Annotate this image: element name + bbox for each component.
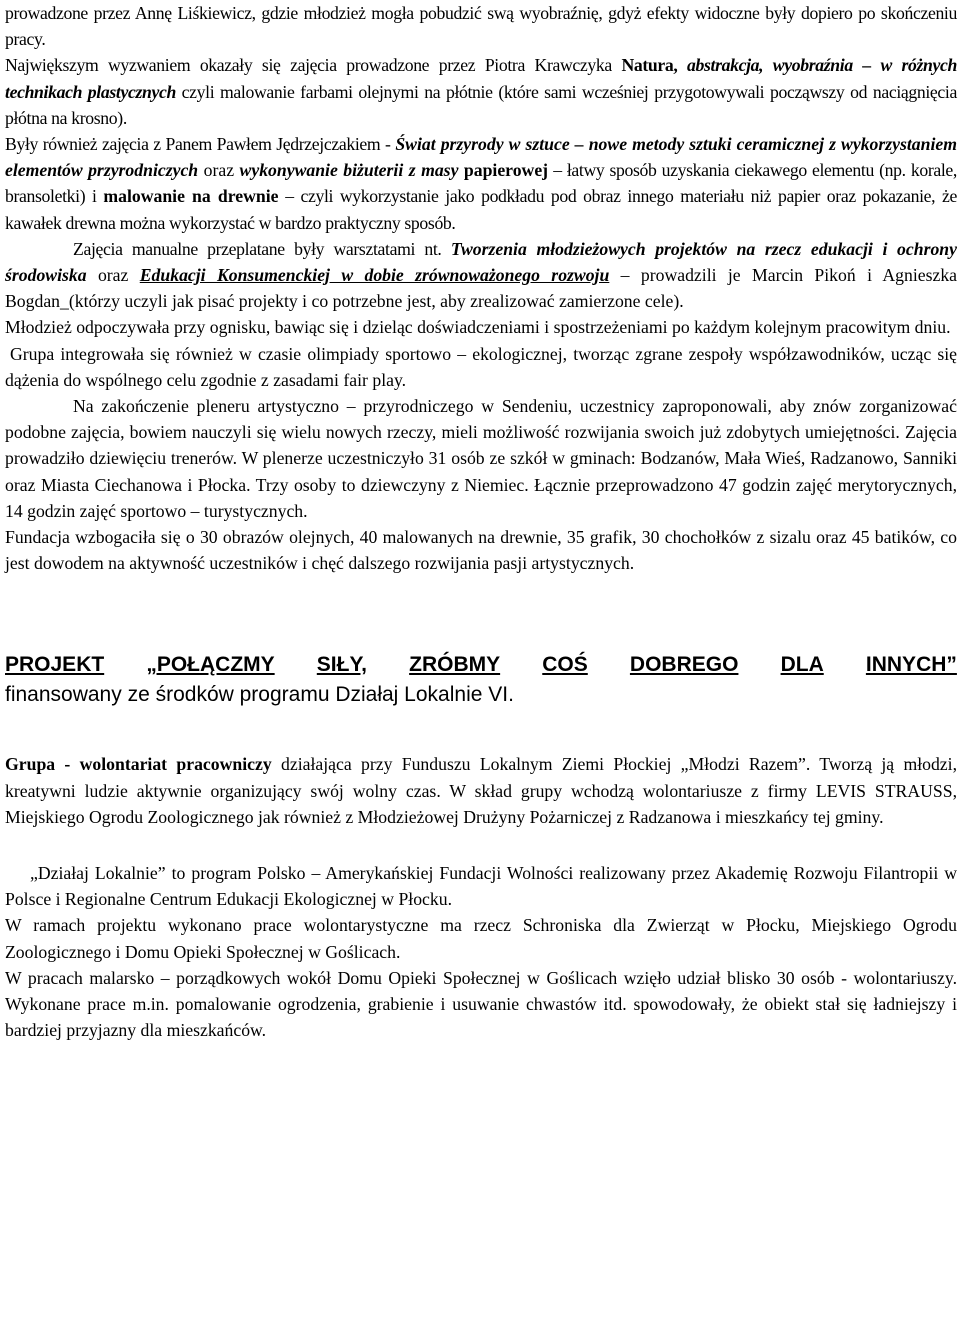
text-run: działająca przy Funduszu Lokalnym Ziemi Płockiej „Młodzi Razem”. Tworzą ją młodzi, kreatywni ludzie aktywnie organizujący swój wolny czas. W skład grupy wchodzą wolontariusze z firmy LEVIS STRAUSS, Miejskiego Ogrodu Zoologicznego jak również z Młodzieżowej Drużyny Pożarniczej z Radzanowa i mieszkańcy tej gminy. bbox=[5, 754, 957, 827]
text-run: – łatwy sposób uzyskania ciekawego elementu (np. korale, bransoletki) i bbox=[5, 160, 958, 207]
paragraph-painting-cleanup: W pracach malarsko – porządkowych wokół Domu Opieki Społecznej w Goślicach wzięło udział blisko 30 osób - wolontariuszy. Wykonane prace m.in. pomalowanie ogrodzenia, grabienie i usuwanie chwastów itd. spowodowały, że obiekt stał się ładniejszy i bardziej przyjazny dla mieszkańców. bbox=[5, 967, 957, 1041]
title-word: INNYCH” bbox=[865, 653, 957, 677]
paragraph-ceramics-workshop bbox=[5, 131, 957, 236]
text-run: Były również zajęcia z Panem Pawłem Jędrzejczakiem - bbox=[5, 134, 396, 155]
paragraph-workshop-intro: prowadzone przez Annę Liśkiewicz, gdzie młodzież mogła pobudzić swą wyobraźnię, gdyż efekty widoczne były dopiero po skończeniu pracy. bbox=[5, 3, 957, 50]
paragraph-volunteer-work: W ramach projektu wykonano prace wolontarystyczne ma rzecz Schroniska dla Zwierząt w Płocku, Miejskiego Ogrodu Zoologicznego i Domu Opieki Społecznej w Goślicach. bbox=[5, 915, 957, 962]
spacer bbox=[5, 710, 957, 751]
paragraph-project-workshops bbox=[5, 236, 957, 315]
bold-italic-text: – nowe metody sztuki ceramicznej z wykorzystaniem elementów przyrodniczych bbox=[5, 134, 957, 181]
bold-text: papierowej bbox=[458, 160, 549, 181]
text-run: – czyli wykorzystanie jako podkładu pod obraz innego materiału niż papier oraz pokazanie, że kawałek drewna można wykorzystać w bardzo praktyczny sposób. bbox=[5, 186, 957, 233]
text-run: oraz bbox=[86, 265, 140, 286]
paragraph-painting-workshop bbox=[5, 52, 957, 131]
bold-italic-text: Tworzenia młodzieżowych projektów na rzecz edukacji i ochrony środowiska bbox=[5, 238, 957, 286]
bold-text: malowanie na drewnie bbox=[103, 186, 279, 207]
bold-italic-text: abstrakcja, wyobraźnia – w różnych technikach plastycznych bbox=[5, 55, 957, 102]
text-run: Największym wyzwaniem okazały się zajęcia prowadzone przez Piotra Krawczyka bbox=[5, 55, 622, 76]
bold-text: Grupa - wolontariat pracowniczy bbox=[5, 754, 272, 775]
title-word: „POŁĄCZMY bbox=[146, 653, 275, 677]
spacer bbox=[5, 830, 957, 860]
paragraph-volunteer-group bbox=[5, 751, 957, 830]
title-word: DOBREGO bbox=[629, 653, 739, 677]
title-word: COŚ bbox=[542, 653, 588, 677]
bold-italic-underlined-text: Edukacji Konsumenckiej w dobie zrównoważonego rozwoju bbox=[139, 265, 610, 286]
title-word: ZRÓBMY bbox=[409, 653, 501, 677]
bold-italic-text: wykonywanie biżuterii z masy bbox=[239, 160, 459, 181]
title-word: DLA bbox=[780, 653, 824, 677]
spacer bbox=[5, 576, 957, 650]
document-page bbox=[5, 0, 957, 1044]
text-run: oraz bbox=[198, 160, 240, 181]
paragraph-foundation-artworks: Fundacja wzbogaciła się o 30 obrazów olejnych, 40 malowanych na drewnie, 35 grafik, 30 chochołków z sizalu oraz 45 batików, co jest dowodem na aktywność uczestników i chęć dalszego rozwijania pasji artystycznych. bbox=[5, 527, 957, 574]
bold-text: Natura, bbox=[621, 55, 688, 76]
project-title bbox=[5, 650, 957, 680]
title-word: PROJEKT bbox=[5, 653, 105, 677]
bold-italic-text: Świat przyrody w sztuce bbox=[395, 134, 570, 155]
paragraph-olympiad: Grupa integrowała się również w czasie olimpiady sportowo – ekologicznej, tworząc zgrane zespoły współzawodników, ucząc się dążenia do wspólnego celu zgodnie z zasadami fair play. bbox=[5, 343, 957, 390]
paragraph-campfire: Młodzież odpoczywała przy ognisku, bawiąc się i dzieląc doświadczeniami i spostrzeżeniami po każdym kolejnym pracowitym dniu. bbox=[5, 317, 951, 338]
text-run: Zajęcia manualne przeplatane były warsztatami nt. bbox=[73, 238, 451, 259]
text-run: – prowadzili je Marcin Pikoń i Agnieszka Bogdan_(którzy uczyli jak pisać projekty i co potrzebne jest, aby zrealizować zamierzone cele). bbox=[5, 265, 958, 312]
project-subtitle: finansowany ze środków programu Działaj Lokalnie VI. bbox=[5, 683, 514, 707]
title-word: SIŁY, bbox=[316, 653, 367, 677]
text-run: czyli malowanie farbami olejnymi na płótnie (które sami wcześniej przygotowywali począwszy od naciągnięcia płótna na krosno). bbox=[5, 81, 957, 128]
paragraph-program-info: „Działaj Lokalnie” to program Polsko – Amerykańskiej Fundacji Wolności realizowany przez Akademię Rozwoju Filantropii w Polsce i Regionalne Centrum Edukacji Ekologicznej w Płocku. bbox=[5, 863, 957, 910]
paragraph-plein-air-summary: Na zakończenie pleneru artystyczno – przyrodniczego w Sendeniu, uczestnicy zaproponowali, aby znów zorganizować podobne zajęcia, bowiem nauczyli się wielu nowych rzeczy, mieli możliwość rozwijania swoich już zdobytych umiejętności. Zajęcia prowadziło dziewięciu trenerów. W plenerze uczestniczyło 31 osób ze szkół w gminach: Bodzanów, Mała Wieś, Radzanowo, Sanniki oraz Miasta Ciechanowa i Płocka. Trzy osoby to dziewczyny z Niemiec. Łącznie przeprowadzono 47 godzin zajęć merytorycznych, 14 godzin zajęć sportowo – turystycznych. bbox=[5, 396, 957, 521]
